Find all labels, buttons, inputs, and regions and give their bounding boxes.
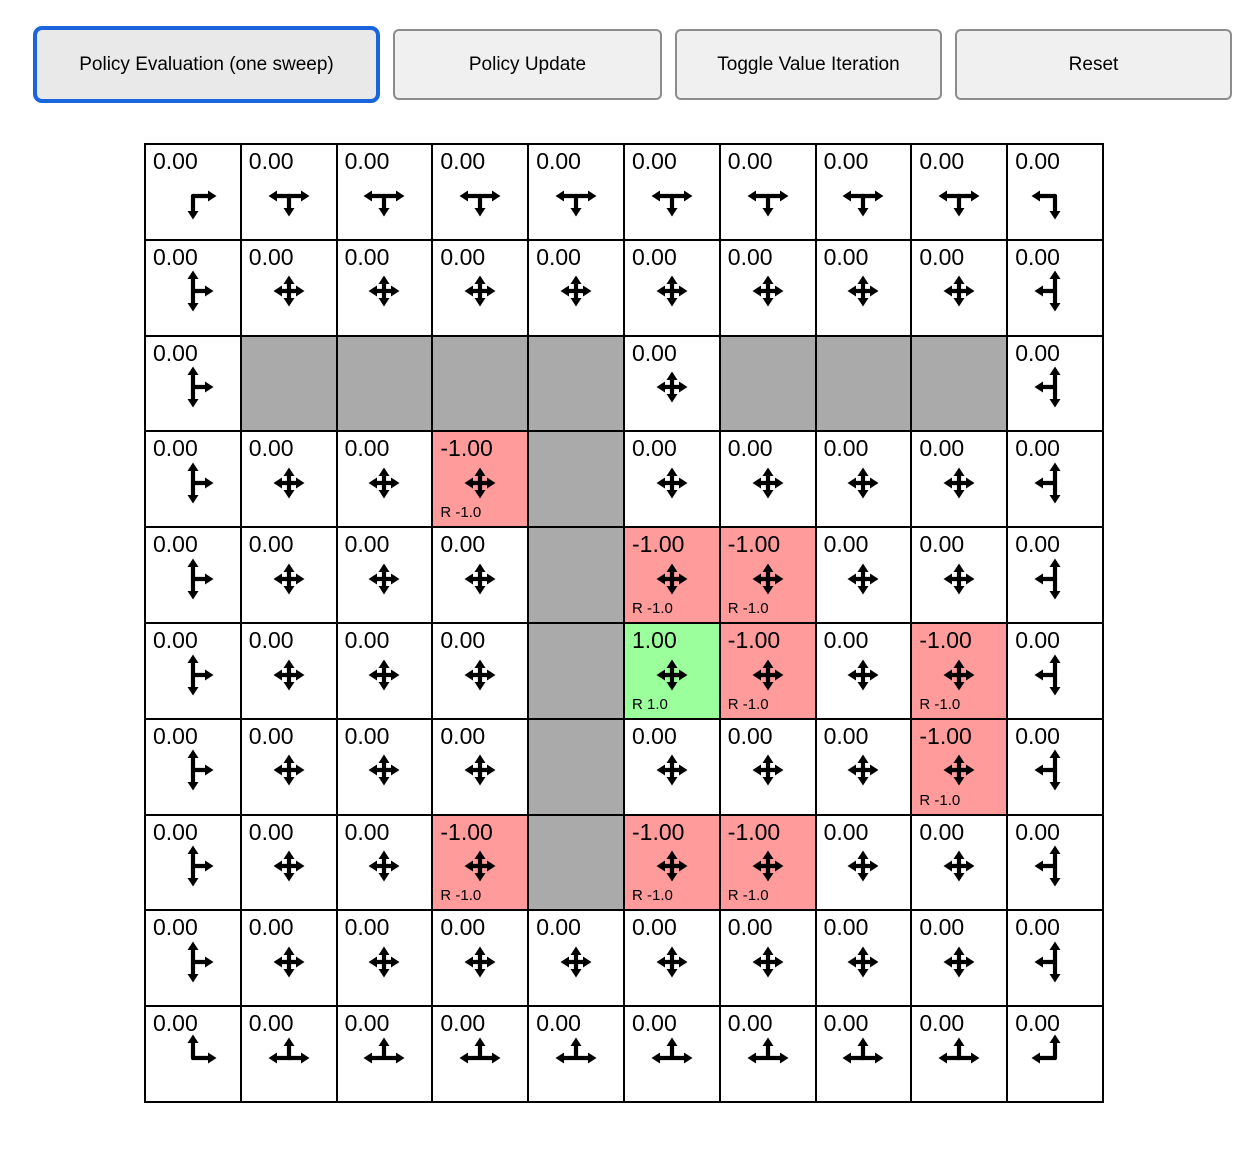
cell-value: 0.00 (248, 627, 294, 653)
cell-value: 0.00 (440, 627, 486, 653)
cell-value: 0.00 (1015, 339, 1060, 366)
cell-value: 0.00 (344, 818, 390, 845)
cell-reward: R -1.0 (727, 695, 769, 713)
policy-arrows-icon (742, 265, 794, 317)
grid-cell-r9c6 (720, 1006, 816, 1102)
policy-arrows-icon (646, 649, 698, 701)
gridworld-grid (144, 143, 1104, 1103)
policy-arrows-icon (263, 265, 315, 317)
policy-arrows-icon (263, 553, 315, 605)
cell-value: -1.00 (727, 818, 781, 845)
policy-arrows-icon (550, 170, 602, 222)
cell-value: 0.00 (248, 818, 294, 845)
policy-arrows-icon (646, 840, 698, 892)
policy-arrows-icon (742, 170, 794, 222)
cell-value: 0.00 (823, 1010, 869, 1037)
cell-value: -1.00 (727, 531, 781, 558)
policy-arrows-icon (837, 553, 889, 605)
cell-value: -1.00 (632, 818, 685, 845)
policy-arrows-icon (358, 840, 410, 892)
reset-button[interactable]: Reset (955, 29, 1232, 100)
cell-value: 0.00 (344, 914, 390, 941)
policy-arrows-icon (1029, 1032, 1081, 1084)
policy-arrows-icon (167, 265, 219, 317)
policy-arrows-icon (263, 744, 315, 796)
cell-value: 0.00 (440, 531, 486, 558)
cell-value: 0.00 (248, 435, 294, 462)
cell-value: 0.00 (344, 627, 390, 653)
cell-value: 0.00 (727, 435, 773, 462)
grid-cell-r6c6 (720, 719, 816, 815)
cell-reward: R -1.0 (440, 504, 482, 522)
cell-reward: R -1.0 (632, 600, 673, 617)
cell-value: 0.00 (248, 531, 294, 558)
cell-value: 0.00 (1015, 148, 1060, 174)
grid-cell-r5c8 (911, 623, 1007, 719)
policy-arrows-icon (167, 170, 219, 222)
cell-value: 0.00 (1015, 435, 1060, 462)
policy-arrows-icon (167, 936, 219, 988)
cell-value: 0.00 (536, 914, 581, 941)
grid-cell-r4c3 (432, 527, 528, 623)
policy-arrows-icon (358, 170, 410, 222)
grid-cell-r8c1 (241, 910, 337, 1006)
grid-cell-r0c2 (337, 144, 433, 240)
cell-value: 0.00 (823, 627, 869, 653)
policy-arrows-icon (742, 840, 794, 892)
cell-value: -1.00 (440, 818, 493, 845)
grid-cell-r4c1 (241, 527, 337, 623)
grid-cell-r8c5 (624, 910, 720, 1006)
grid-cell-r2c1-wall (241, 336, 337, 432)
grid-cell-r4c0 (145, 527, 241, 623)
cell-value: 0.00 (153, 818, 198, 845)
grid-cell-r1c1 (241, 240, 337, 336)
cell-value: 0.00 (632, 722, 677, 749)
policy-arrows-icon (837, 840, 889, 892)
grid-cell-r6c2 (337, 719, 433, 815)
grid-cell-r1c8 (911, 240, 1007, 336)
cell-value: 0.00 (153, 339, 198, 366)
policy-arrows-icon (837, 1032, 889, 1084)
policy-arrows-icon (550, 265, 602, 317)
cell-value: 0.00 (1015, 722, 1060, 749)
policy-arrows-icon (646, 553, 698, 605)
cell-value: 0.00 (727, 1010, 773, 1037)
cell-value: 0.00 (440, 722, 486, 749)
grid-cell-r4c4-wall (528, 527, 624, 623)
grid-cell-r4c7 (816, 527, 912, 623)
cell-value: 0.00 (248, 914, 294, 941)
policy-arrows-icon (454, 553, 506, 605)
policy-arrows-icon (358, 553, 410, 605)
cell-value: 0.00 (632, 243, 677, 270)
cell-value: 0.00 (823, 435, 869, 462)
policy-arrows-icon (167, 1032, 219, 1084)
cell-value: 0.00 (727, 722, 773, 749)
grid-cell-r5c7 (816, 623, 912, 719)
grid-cell-r9c5 (624, 1006, 720, 1102)
grid-cell-r6c7 (816, 719, 912, 815)
policy-evaluation-button[interactable]: Policy Evaluation (one sweep) (33, 26, 380, 103)
cell-value: 0.00 (727, 148, 773, 174)
policy-arrows-icon (454, 936, 506, 988)
cell-value: 0.00 (727, 914, 773, 941)
grid-cell-r5c3 (432, 623, 528, 719)
cell-value: 0.00 (1015, 818, 1060, 845)
cell-value: 0.00 (248, 722, 294, 749)
cell-value: 0.00 (248, 1010, 294, 1037)
grid-cell-r1c5 (624, 240, 720, 336)
policy-arrows-icon (167, 457, 219, 509)
cell-value: 0.00 (153, 914, 198, 941)
policy-arrows-icon (742, 1032, 794, 1084)
grid-cell-r7c3 (432, 815, 528, 911)
policy-arrows-icon (358, 649, 410, 701)
cell-value: 0.00 (1015, 627, 1060, 653)
grid-cell-r9c1 (241, 1006, 337, 1102)
grid-cell-r0c6 (720, 144, 816, 240)
policy-arrows-icon (933, 840, 985, 892)
grid-cell-r3c0 (145, 431, 241, 527)
grid-cell-r8c4 (528, 910, 624, 1006)
grid-cell-r2c4-wall (528, 336, 624, 432)
grid-cell-r2c6-wall (720, 336, 816, 432)
policy-arrows-icon (646, 170, 698, 222)
grid-cell-r0c8 (911, 144, 1007, 240)
policy-arrows-icon (1029, 361, 1081, 413)
policy-arrows-icon (742, 553, 794, 605)
grid-cell-r5c4-wall (528, 623, 624, 719)
grid-cell-r1c6 (720, 240, 816, 336)
grid-cell-r4c5 (624, 527, 720, 623)
cell-value: 0.00 (153, 531, 198, 558)
policy-arrows-icon (837, 649, 889, 701)
cell-value: 0.00 (344, 243, 390, 270)
cell-reward: R -1.0 (440, 887, 482, 905)
grid-cell-r0c4 (528, 144, 624, 240)
grid-cell-r9c7 (816, 1006, 912, 1102)
grid-cell-r3c2 (337, 431, 433, 527)
grid-cell-r8c0 (145, 910, 241, 1006)
grid-cell-r9c4 (528, 1006, 624, 1102)
policy-arrows-icon (933, 1032, 985, 1084)
policy-arrows-icon (933, 457, 985, 509)
policy-arrows-icon (933, 936, 985, 988)
policy-arrows-icon (933, 553, 985, 605)
cell-value: 0.00 (823, 914, 869, 941)
cell-value: 0.00 (919, 818, 965, 845)
grid-cell-r3c7 (816, 431, 912, 527)
cell-value: 0.00 (1015, 243, 1060, 270)
policy-arrows-icon (742, 744, 794, 796)
policy-arrows-icon (1029, 840, 1081, 892)
cell-reward: R 1.0 (632, 695, 668, 713)
toolbar (33, 26, 1248, 103)
grid-cell-r7c9 (1007, 815, 1103, 911)
grid-cell-r0c3 (432, 144, 528, 240)
cell-value: 0.00 (536, 1010, 581, 1037)
grid-cell-r3c3 (432, 431, 528, 527)
grid-cell-r5c5 (624, 623, 720, 719)
grid-cell-r3c4-wall (528, 431, 624, 527)
grid-cell-r0c7 (816, 144, 912, 240)
grid-cell-r6c0 (145, 719, 241, 815)
grid-cell-r0c9 (1007, 144, 1103, 240)
grid-cell-r5c6 (720, 623, 816, 719)
policy-arrows-icon (1029, 936, 1081, 988)
cell-value: 0.00 (153, 722, 198, 749)
policy-arrows-icon (933, 265, 985, 317)
grid-cell-r8c3 (432, 910, 528, 1006)
cell-value: 0.00 (632, 339, 677, 366)
policy-arrows-icon (933, 170, 985, 222)
cell-value: 0.00 (248, 148, 294, 174)
policy-arrows-icon (1029, 265, 1081, 317)
grid-cell-r5c0 (145, 623, 241, 719)
policy-arrows-icon (646, 457, 698, 509)
grid-cell-r5c1 (241, 623, 337, 719)
cell-value: 0.00 (632, 435, 677, 462)
policy-arrows-icon (167, 744, 219, 796)
policy-arrows-icon (837, 457, 889, 509)
cell-value: 0.00 (919, 914, 965, 941)
grid-cell-r6c4-wall (528, 719, 624, 815)
grid-cell-r3c8 (911, 431, 1007, 527)
grid-cell-r2c3-wall (432, 336, 528, 432)
grid-cell-r4c9 (1007, 527, 1103, 623)
cell-value: -1.00 (919, 627, 972, 653)
grid-cell-r8c7 (816, 910, 912, 1006)
cell-value: 0.00 (440, 1010, 486, 1037)
grid-cell-r2c7-wall (816, 336, 912, 432)
grid-cell-r2c0 (145, 336, 241, 432)
policy-arrows-icon (263, 170, 315, 222)
cell-value: 0.00 (344, 531, 390, 558)
policy-arrows-icon (837, 744, 889, 796)
policy-arrows-icon (837, 170, 889, 222)
policy-arrows-icon (454, 1032, 506, 1084)
policy-arrows-icon (263, 457, 315, 509)
policy-arrows-icon (646, 1032, 698, 1084)
cell-reward: R -1.0 (919, 695, 961, 713)
policy-arrows-icon (1029, 457, 1081, 509)
grid-cell-r1c7 (816, 240, 912, 336)
grid-cell-r3c9 (1007, 431, 1103, 527)
grid-cell-r4c6 (720, 527, 816, 623)
cell-value: 0.00 (823, 722, 869, 749)
cell-value: 0.00 (536, 243, 581, 270)
cell-value: 0.00 (919, 435, 965, 462)
policy-arrows-icon (933, 744, 985, 796)
grid-cell-r6c1 (241, 719, 337, 815)
cell-reward: R -1.0 (727, 887, 769, 905)
cell-value: 0.00 (440, 243, 486, 270)
grid-cell-r4c8 (911, 527, 1007, 623)
policy-arrows-icon (1029, 744, 1081, 796)
cell-value: 0.00 (823, 531, 869, 558)
grid-cell-r3c5 (624, 431, 720, 527)
policy-arrows-icon (646, 744, 698, 796)
policy-arrows-icon (454, 265, 506, 317)
cell-value: 0.00 (153, 627, 198, 653)
grid-cell-r5c2 (337, 623, 433, 719)
policy-arrows-icon (646, 265, 698, 317)
policy-arrows-icon (454, 170, 506, 222)
grid-cell-r7c4-wall (528, 815, 624, 911)
cell-value: 0.00 (1015, 1010, 1060, 1037)
grid-cell-r7c2 (337, 815, 433, 911)
grid-cell-r7c0 (145, 815, 241, 911)
cell-value: 0.00 (344, 435, 390, 462)
policy-arrows-icon (358, 936, 410, 988)
grid-cell-r9c2 (337, 1006, 433, 1102)
grid-cell-r9c9 (1007, 1006, 1103, 1102)
grid-cell-r2c8-wall (911, 336, 1007, 432)
policy-arrows-icon (646, 361, 698, 413)
policy-update-button[interactable]: Policy Update (393, 29, 662, 100)
cell-value: 0.00 (632, 148, 677, 174)
cell-value: 0.00 (823, 243, 869, 270)
grid-cell-r3c1 (241, 431, 337, 527)
grid-cell-r8c8 (911, 910, 1007, 1006)
cell-value: 0.00 (153, 435, 198, 462)
cell-value: 0.00 (344, 1010, 390, 1037)
grid-cell-r0c1 (241, 144, 337, 240)
policy-arrows-icon (454, 744, 506, 796)
cell-value: 0.00 (344, 722, 390, 749)
grid-cell-r0c5 (624, 144, 720, 240)
cell-value: 0.00 (1015, 531, 1060, 558)
cell-value: -1.00 (919, 722, 972, 749)
grid-cell-r9c0 (145, 1006, 241, 1102)
policy-arrows-icon (1029, 553, 1081, 605)
policy-arrows-icon (454, 649, 506, 701)
cell-value: 0.00 (344, 148, 390, 174)
policy-arrows-icon (742, 649, 794, 701)
toggle-value-iteration-button[interactable]: Toggle Value Iteration (675, 29, 942, 100)
policy-arrows-icon (167, 553, 219, 605)
policy-arrows-icon (837, 265, 889, 317)
cell-value: 0.00 (823, 148, 869, 174)
grid-cell-r1c2 (337, 240, 433, 336)
grid-cell-r7c6 (720, 815, 816, 911)
policy-arrows-icon (1029, 170, 1081, 222)
cell-value: 0.00 (440, 914, 486, 941)
policy-arrows-icon (358, 457, 410, 509)
policy-arrows-icon (454, 840, 506, 892)
grid-cell-r0c0 (145, 144, 241, 240)
grid-cell-r5c9 (1007, 623, 1103, 719)
cell-value: -1.00 (440, 435, 493, 462)
grid-cell-r6c9 (1007, 719, 1103, 815)
grid-cell-r8c9 (1007, 910, 1103, 1006)
grid-cell-r9c3 (432, 1006, 528, 1102)
cell-reward: R -1.0 (727, 600, 769, 617)
grid-cell-r2c2-wall (337, 336, 433, 432)
cell-value: 0.00 (153, 148, 198, 174)
policy-arrows-icon (454, 457, 506, 509)
policy-arrows-icon (933, 649, 985, 701)
grid-cell-r3c6 (720, 431, 816, 527)
grid-cell-r7c7 (816, 815, 912, 911)
cell-value: 0.00 (1015, 914, 1060, 941)
cell-value: 0.00 (919, 148, 965, 174)
policy-arrows-icon (742, 936, 794, 988)
policy-arrows-icon (263, 936, 315, 988)
cell-value: 0.00 (248, 243, 294, 270)
policy-arrows-icon (167, 649, 219, 701)
cell-value: 0.00 (727, 243, 773, 270)
cell-value: 0.00 (919, 243, 965, 270)
cell-reward: R -1.0 (632, 887, 673, 905)
cell-value: 0.00 (823, 818, 869, 845)
grid-cell-r2c5 (624, 336, 720, 432)
cell-value: 0.00 (632, 914, 677, 941)
policy-arrows-icon (550, 936, 602, 988)
grid-cell-r1c3 (432, 240, 528, 336)
policy-arrows-icon (358, 265, 410, 317)
grid-cell-r1c0 (145, 240, 241, 336)
cell-value: 0.00 (919, 531, 965, 558)
policy-arrows-icon (742, 457, 794, 509)
grid-cell-r9c8 (911, 1006, 1007, 1102)
policy-arrows-icon (263, 649, 315, 701)
policy-arrows-icon (646, 936, 698, 988)
policy-arrows-icon (167, 840, 219, 892)
cell-value: 0.00 (536, 148, 581, 174)
grid-cell-r6c5 (624, 719, 720, 815)
grid-cell-r7c5 (624, 815, 720, 911)
grid-cell-r8c6 (720, 910, 816, 1006)
cell-value: 0.00 (153, 243, 198, 270)
policy-arrows-icon (358, 744, 410, 796)
cell-value: 0.00 (440, 148, 486, 174)
grid-cell-r1c9 (1007, 240, 1103, 336)
policy-arrows-icon (550, 1032, 602, 1084)
policy-arrows-icon (1029, 649, 1081, 701)
cell-value: -1.00 (727, 627, 781, 653)
cell-value: 0.00 (919, 1010, 965, 1037)
grid-cell-r7c8 (911, 815, 1007, 911)
cell-value: -1.00 (632, 531, 685, 558)
grid-cell-r6c8 (911, 719, 1007, 815)
grid-cell-r8c2 (337, 910, 433, 1006)
policy-arrows-icon (358, 1032, 410, 1084)
cell-value: 0.00 (632, 1010, 677, 1037)
policy-arrows-icon (837, 936, 889, 988)
cell-value: 1.00 (632, 627, 677, 653)
grid-cell-r1c4 (528, 240, 624, 336)
grid-cell-r4c2 (337, 527, 433, 623)
grid-cell-r7c1 (241, 815, 337, 911)
cell-value: 0.00 (153, 1010, 198, 1037)
policy-arrows-icon (263, 840, 315, 892)
policy-arrows-icon (167, 361, 219, 413)
cell-reward: R -1.0 (919, 791, 961, 809)
grid-cell-r2c9 (1007, 336, 1103, 432)
grid-cell-r6c3 (432, 719, 528, 815)
policy-arrows-icon (263, 1032, 315, 1084)
